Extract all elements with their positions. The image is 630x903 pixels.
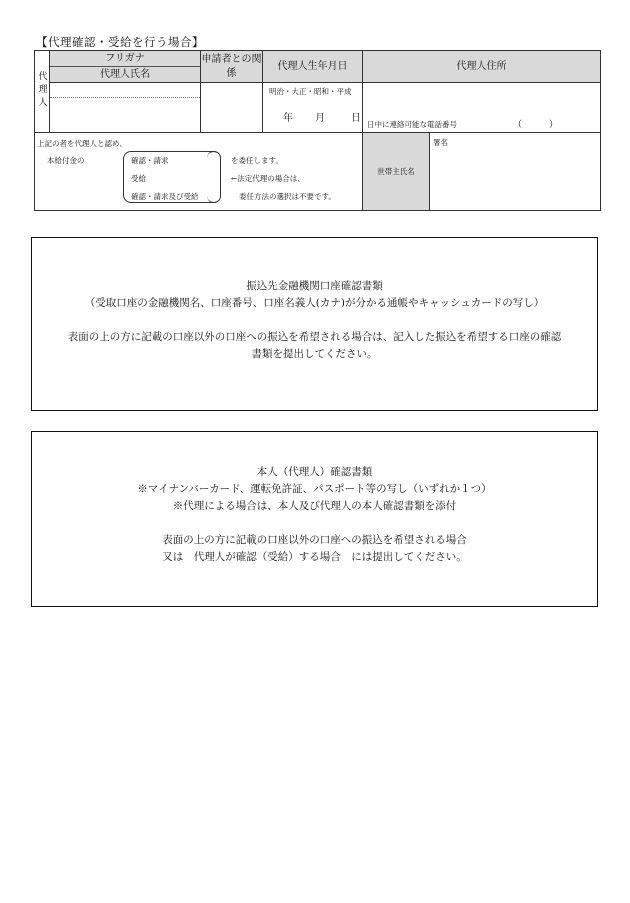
options-bracket-right	[207, 151, 221, 203]
option-confirm-request-receive[interactable]: 確認・請求及び受給	[131, 192, 199, 201]
identity-box-line5: 又は 代理人が確認（受給）する場合 には提出してください。	[162, 551, 467, 563]
bank-box-line4: 書類を提出してください。	[251, 348, 378, 360]
relation-input-cell[interactable]	[201, 83, 263, 133]
delegation-cell	[35, 133, 363, 211]
day-label: 日	[351, 113, 361, 124]
benefit-label: 本給付金の	[47, 156, 85, 165]
dob-label: 代理人生年月日	[277, 61, 348, 72]
agent-form-table	[34, 50, 601, 211]
era-options: 明治・大正・昭和・平成	[269, 87, 352, 96]
dob-header-cell	[263, 51, 363, 83]
signature-label: 署名	[433, 138, 448, 147]
agent-row-label-cell	[35, 51, 50, 133]
section-title: 【代理確認・受給を行う場合】	[36, 35, 204, 49]
relation-label: 申請者との関係	[201, 53, 262, 79]
identity-box-line2: ※マイナンバーカード、運転免許証、パスポート等の写し（いずれか１つ）	[137, 483, 492, 495]
bank-box-title: 振込先金融機関口座確認書類	[246, 280, 383, 292]
relation-header-cell	[201, 51, 263, 83]
agent-name-label: 代理人氏名	[100, 69, 150, 80]
name-header-cell	[50, 51, 201, 83]
identity-box-line3: ※代理による場合は、本人及び代理人の本人確認書類を添付	[172, 500, 457, 512]
agent-row-label: 代理人	[36, 70, 47, 110]
delegation-line1: 上記の者を代理人と認め、	[37, 139, 127, 148]
option-confirm-request[interactable]: 確認・請求	[131, 156, 169, 165]
address-input-cell[interactable]	[363, 83, 601, 133]
address-header-cell	[363, 51, 601, 83]
furigana-label: フリガナ	[50, 51, 200, 67]
dob-input-cell[interactable]	[263, 83, 363, 133]
legal-agent-note1: ←法定代理の場合は、	[231, 174, 305, 183]
legal-agent-note2: 委任方法の選択は不要です。	[239, 192, 336, 201]
household-head-label: 世帯主氏名	[377, 167, 415, 176]
entrust-text: を委任します。	[231, 156, 283, 165]
option-receive[interactable]: 受給	[131, 174, 146, 183]
household-head-cell	[363, 133, 430, 211]
phone-paren: （ ）	[513, 120, 559, 130]
year-label: 年	[283, 113, 293, 124]
identity-box-title: 本人（代理人）確認書類	[256, 466, 373, 478]
address-label: 代理人住所	[456, 61, 507, 72]
identity-document-box	[31, 431, 598, 607]
bank-document-box	[31, 237, 598, 411]
month-label: 月	[315, 113, 325, 124]
furigana-field[interactable]	[50, 83, 200, 98]
agent-name-input-cell[interactable]	[50, 83, 201, 133]
identity-box-line4: 表面の上の方に記載の口座以外の口座への振込を希望される場合	[162, 534, 467, 546]
phone-label: 日中に連絡可能な電話番号	[367, 120, 457, 129]
signature-cell[interactable]	[430, 133, 601, 211]
bank-box-line3: 表面の上の方に記載の口座以外の口座への振込を希望される場合は、記入した振込を希望する口座の確認	[67, 331, 562, 343]
bank-box-line2: （受取口座の金融機関名、口座番号、口座名義人(カナ)が分かる通帳やキャッシュカードの写し）	[84, 297, 545, 309]
